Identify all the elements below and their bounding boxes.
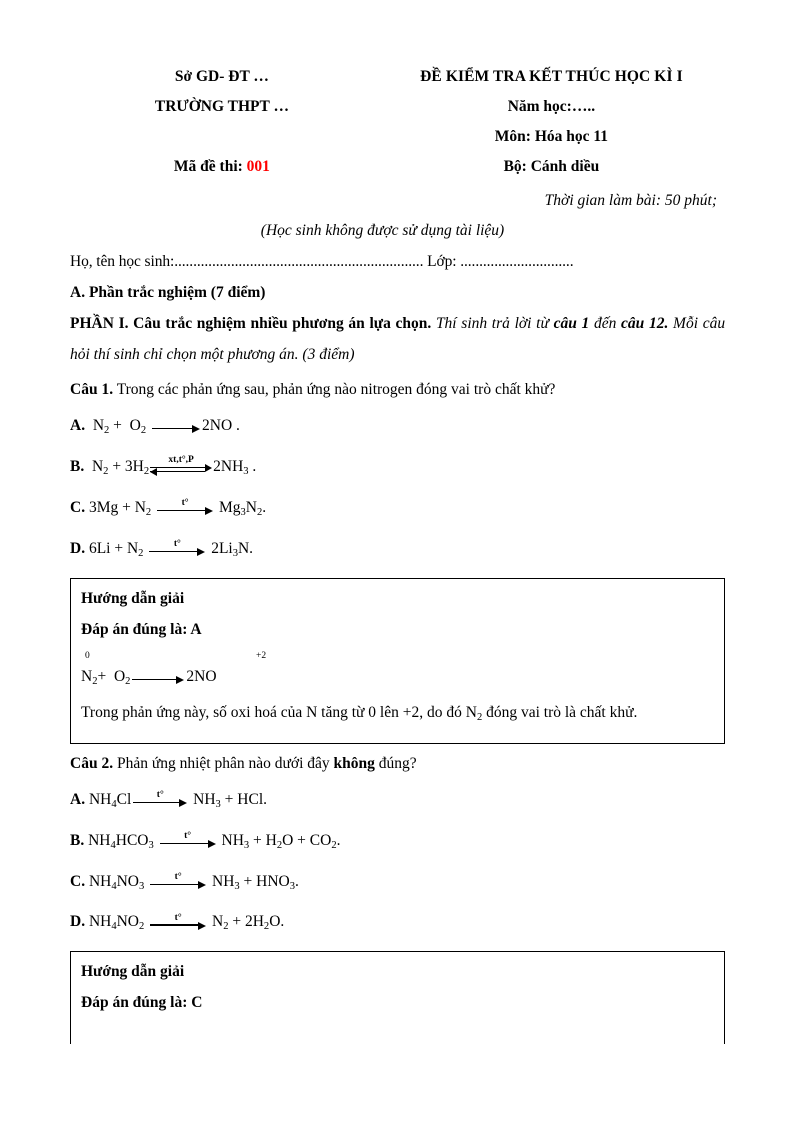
subject: Môn: Hóa học 11	[494, 128, 609, 145]
option-b-letter: B.	[70, 457, 85, 475]
question-1-option-a[interactable]: A. $N_2 + O_2$ 2NO .	[70, 417, 240, 436]
equilibrium-arrow	[150, 455, 212, 476]
option-c-letter: C.	[70, 872, 86, 890]
solution-explanation	[81, 697, 714, 733]
question-2-option-b[interactable]: B. $NH_4HCO_3$ t° $NH_3 + H_2O + CO_2$.	[70, 831, 341, 851]
question-1-text: Trong các phản ứng sau, phản ứng nào nitrogen đóng vai trò chất khử?	[116, 381, 556, 398]
exam-title: ĐỀ KIỂM TRA KẾT THÚC HỌC KÌ I	[420, 68, 683, 85]
header-left-column	[70, 62, 378, 182]
solution-answer-row	[81, 987, 714, 1018]
header-left-spacer	[70, 122, 374, 152]
school-name: TRƯỜNG THPT …	[154, 98, 289, 115]
part-1-range-start: câu 1	[553, 315, 590, 332]
question-1-number: Câu 1.	[70, 381, 114, 398]
reaction-arrow-heat	[160, 833, 216, 849]
question-2	[70, 744, 725, 779]
solution-title: Hướng dẫn giải	[81, 589, 185, 607]
option-d-letter: D.	[70, 913, 86, 931]
student-name-line: Họ, tên học sinh:.................................................................. Lớp: ..............................	[70, 253, 574, 270]
part-1-title: PHẦN I. Câu trắc nghiệm nhiều phương án lựa chọn.	[70, 315, 432, 332]
exam-code-label: Mã đề thi:	[173, 158, 243, 175]
solution-equation: 0 +2 $N_2+ O_2$ 2NO	[81, 650, 267, 687]
solution-answer-row	[81, 614, 714, 645]
part-a-heading: A. Phần trắc nghiệm (7 điểm)	[70, 284, 266, 301]
part-1-range-end: câu 12.	[621, 315, 669, 332]
header-right-column	[378, 62, 725, 182]
equilibrium-arrow-label: xt,t°,P	[168, 455, 194, 466]
solution-answer-label: Đáp án đúng là:	[81, 994, 188, 1012]
part-1-instructions	[70, 308, 725, 370]
reaction-arrow-heat	[133, 792, 187, 808]
document-header	[70, 62, 725, 182]
option-b-letter: B.	[70, 831, 85, 849]
reaction-arrow-heat	[157, 500, 213, 516]
solution-explanation-text-a: Trong phản ứng này, số oxi hoá của N tăng từ 0 lên +2, do đó N	[81, 703, 477, 721]
exam-duration: Thời gian làm bài: 50 phút;	[544, 192, 717, 209]
school-year: Năm học:…..	[507, 98, 596, 115]
question-2-option-c[interactable]: C. $NH_4NO_3$ t° $NH_3 + HNO_3$.	[70, 871, 299, 892]
reaction-arrow-heat	[150, 912, 206, 931]
part-1-inst-a: Thí sinh trả lời từ	[435, 315, 549, 332]
question-1-option-d[interactable]: D. $6Li + N_2$ t° $2Li_3N$.	[70, 539, 254, 559]
option-c-letter: C.	[70, 498, 86, 516]
solution-answer-value: A	[190, 620, 202, 638]
reaction-arrow-heat	[150, 871, 206, 890]
option-d-letter: D.	[70, 539, 86, 557]
option-a-letter: A.	[70, 790, 86, 808]
question-1-option-c[interactable]: C. $3Mg + N_2$ t° $Mg_3N_2$.	[70, 498, 267, 518]
exam-code-value: 001	[246, 158, 270, 175]
question-2-text-a: Phản ứng nhiệt phân nào dưới đây	[116, 754, 330, 772]
exam-code-row	[70, 152, 374, 182]
no-documents-note: (Học sinh không được sử dụng tài liệu)	[260, 222, 505, 239]
solution-box-2	[70, 951, 725, 1044]
textbook-series: Bộ: Cánh diều	[503, 158, 600, 175]
solution-explanation-text-b: đóng vai trò là chất	[482, 703, 606, 721]
solution-answer-label: Đáp án đúng là:	[81, 620, 188, 638]
arrow-label-temp: t°	[174, 912, 182, 923]
option-a-letter: A.	[70, 417, 86, 434]
part-1-inst-b: đến	[593, 315, 617, 332]
reaction-arrow	[152, 418, 200, 434]
question-2-number: Câu 2.	[70, 754, 114, 772]
solution-explanation-sub: 2	[476, 711, 483, 723]
arrow-label-temp: t°	[174, 871, 182, 882]
page-content	[70, 62, 725, 1044]
question-2-text-b: đúng?	[378, 754, 417, 772]
solution-box-1	[70, 578, 725, 744]
part-1-inst-c: Mỗi câu hỏi thí sinh chỉ chọn một phương án. (3 điểm)	[70, 315, 726, 363]
department-name: Sở GD- ĐT …	[174, 68, 269, 85]
reaction-arrow	[132, 669, 184, 685]
solution-explanation-text-c: khử.	[609, 703, 638, 721]
reaction-arrow-heat	[149, 541, 205, 557]
question-2-option-d[interactable]: D. $NH_4NO_2$ t° $N_2 + 2H_2O$.	[70, 912, 285, 933]
solution-title: Hướng dẫn giải	[81, 963, 185, 981]
question-1-option-b[interactable]: B. $N_2 + 3H_2$ xt,t°,P $2NH_3$ .	[70, 455, 257, 477]
question-2-text-emphasis: không	[333, 754, 375, 772]
arrow-label-temp: t°	[156, 790, 164, 801]
question-2-option-a[interactable]: A. $NH_4Cl$ t° $NH_3$ + HCl.	[70, 790, 268, 810]
arrow-label-temp: t°	[184, 831, 192, 841]
arrow-label-temp: t°	[181, 498, 189, 509]
arrow-label-temp: t°	[173, 539, 181, 550]
oxidation-state-right: +2	[256, 650, 267, 661]
question-1	[70, 370, 725, 405]
oxidation-state-left: 0	[85, 650, 90, 661]
solution-answer-value: C	[191, 994, 203, 1012]
